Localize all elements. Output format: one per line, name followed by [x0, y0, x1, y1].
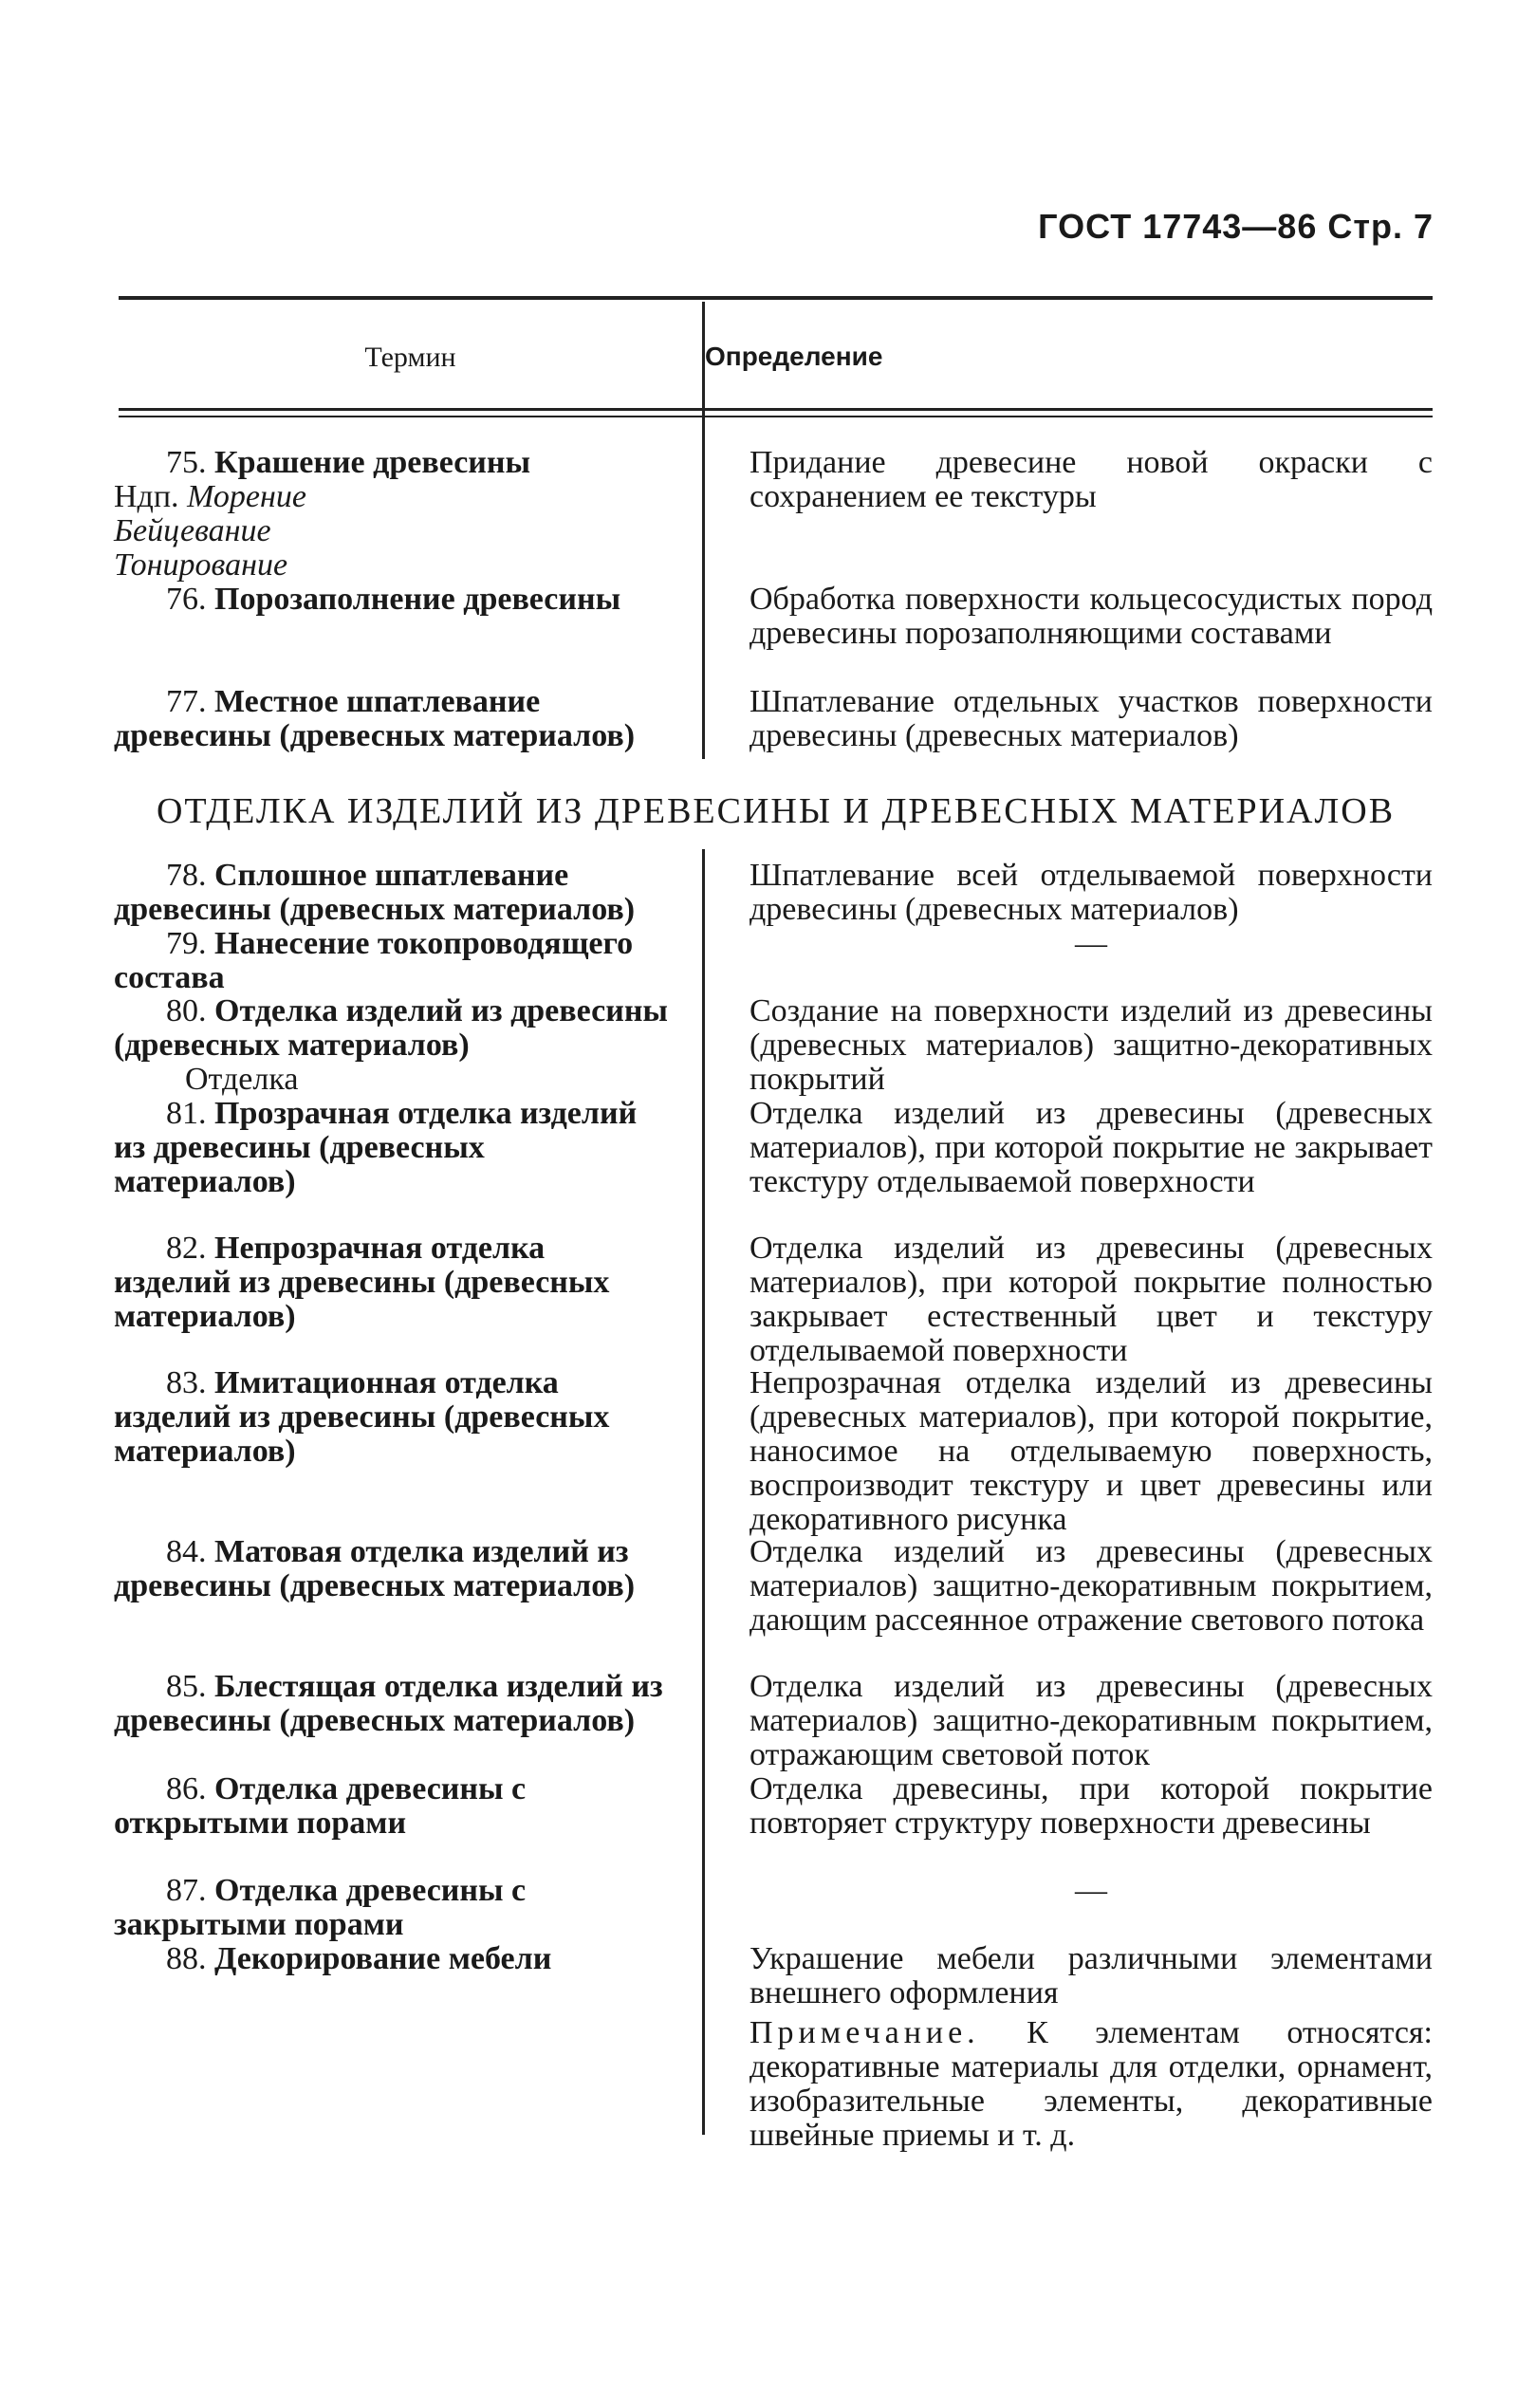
page-header-ref: ГОСТ 17743—86 Стр. 7 [1038, 207, 1434, 246]
term-85: 85. Блестящая отделка изделий из древесины (древесных материалов) [114, 1669, 663, 1738]
table-top-rule [119, 296, 1433, 300]
definition-88-text: Украшение мебели различными элементами внешнего оформления [749, 1941, 1433, 2010]
definition-84: Отделка изделий из древесины (древесных материалов) защитно-декоративным покрытием, дающим рассеянное отражение светового потока [749, 1534, 1433, 1638]
definition-80: Создание на поверхности изделий из древесины (древесных материалов) защитно-декоративных покрытий [749, 993, 1433, 1097]
term-88: 88. Декорирование мебели [166, 1941, 552, 1976]
definition-76: Обработка поверхности кольцесосудистых пород древесины порозаполняющими составами [749, 582, 1433, 651]
header-rule-2 [119, 416, 1433, 417]
definition-78: Шпатлевание всей отделываемой поверхности древесины (древесных материалов) [749, 858, 1433, 927]
term-81: 81. Прозрачная отделка изделий из древесины (древесных материалов) [114, 1096, 638, 1199]
definition-79: — [1075, 926, 1107, 961]
definition-81: Отделка изделий из древесины (древесных материалов), при которой покрытие не закрывает текстуру отделываемой поверхности [749, 1096, 1433, 1199]
column-header-term: Термин [364, 342, 456, 373]
term-76: 76. Порозаполнение древесины [166, 582, 621, 617]
term-87: 87. Отделка древесины с закрытыми порами [114, 1873, 527, 1942]
term-75: 75. Крашение древесины Ндп. Морение Бейцевание Тонирование [114, 445, 531, 583]
column-divider-2 [702, 849, 705, 2135]
term-77: 77. Местное шпатлевание древесины (древесных материалов) [114, 684, 636, 753]
term-83: 83. Имитационная отделка изделий из древесины (древесных материалов) [114, 1365, 610, 1469]
definition-83: Непрозрачная отделка изделий из древесины (древесных материалов), при которой покрытие, наносимое на отделываемую поверхность, воспроизводит текстуру и цвет древесины или декоративного рисунка [749, 1365, 1433, 1537]
term-78: 78. Сплошное шпатлевание древесины (древесных материалов) [114, 858, 636, 927]
column-header-definition: Определение [705, 342, 883, 371]
definition-86: Отделка древесины, при которой покрытие повторяет структуру поверхности древесины [749, 1771, 1433, 1841]
definition-77: Шпатлевание отдельных участков поверхности древесины (древесных материалов) [749, 684, 1433, 753]
definition-75: Придание древесине новой окраски с сохранением ее текстуры [749, 445, 1433, 514]
term-82: 82. Непрозрачная отделка изделий из древесины (древесных материалов) [114, 1231, 610, 1334]
definition-85: Отделка изделий из древесины (древесных материалов) защитно-декоративным покрытием, отражающим световой поток [749, 1669, 1433, 1772]
term-86: 86. Отделка древесины с открытыми порами [114, 1771, 527, 1841]
term-84: 84. Матовая отделка изделий из древесины (древесных материалов) [114, 1534, 636, 1603]
term-79: 79. Нанесение токопроводящего состава [114, 926, 634, 995]
section-title: ОТДЕЛКА ИЗДЕЛИЙ ИЗ ДРЕВЕСИНЫ И ДРЕВЕСНЫХ МАТЕРИАЛОВ [156, 791, 1396, 831]
definition-82: Отделка изделий из древесины (древесных материалов), при которой покрытие полностью закрывает естественный цвет и текстуру отделываемой поверхности [749, 1231, 1433, 1368]
definition-88-note: Примечание. К элементам относятся: декоративные материалы для отделки, орнамент, изобразительные элементы, декоративные швейные приемы и т. д. [749, 2015, 1434, 2153]
definition-87: — [1075, 1873, 1107, 1908]
definition-88 [749, 1942, 1433, 2153]
term-80: 80. Отделка изделий из древесины (древесных материалов) Отделка [114, 993, 668, 1097]
header-rule-1 [119, 408, 1433, 411]
